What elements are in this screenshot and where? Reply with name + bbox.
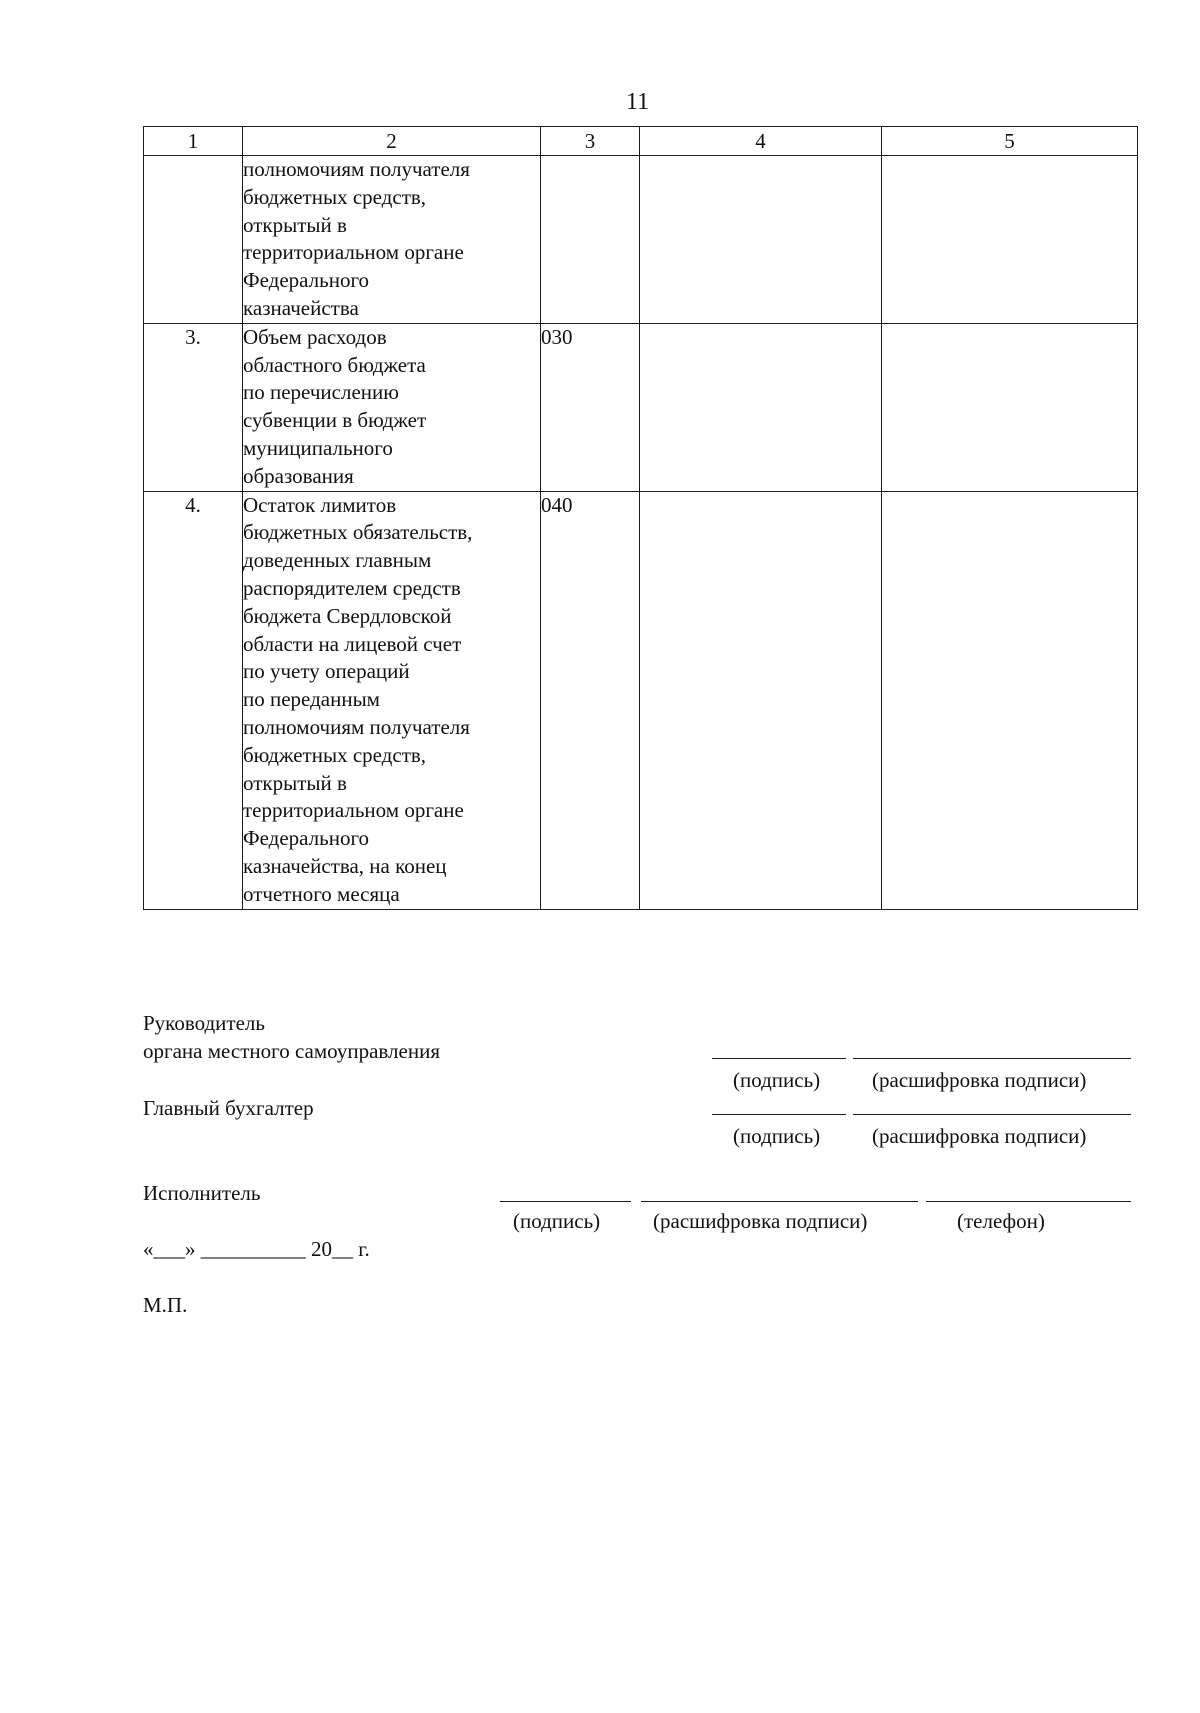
row-indicator-name: полномочиям получателя бюджетных средств, открытый в территориальном органе Федерального казначейства bbox=[243, 156, 541, 324]
head-title-line1: Руководитель bbox=[143, 1011, 265, 1035]
executor-phone-caption: (телефон) bbox=[957, 1209, 1045, 1233]
executor-phone-line bbox=[926, 1201, 1131, 1202]
row-code bbox=[541, 156, 640, 324]
column-header: 5 bbox=[882, 127, 1138, 156]
executor-signature-caption: (подпись) bbox=[513, 1209, 601, 1233]
head-signature-line bbox=[712, 1058, 846, 1059]
row-indicator-name: Остаток лимитов бюджетных обязательств, доведенных главным распорядителем средств бюджета Свердловской области на лицевой счет по учету операций по переданным полномочиям получателя бюджетных средств, открытый в территориальном органе Федерального казначейства, на конец отчетного месяца bbox=[243, 491, 541, 909]
row-number: 4. bbox=[144, 491, 243, 909]
row-number bbox=[144, 156, 243, 324]
stamp-place: М.П. bbox=[143, 1293, 188, 1317]
column-header: 1 bbox=[144, 127, 243, 156]
chief-accountant-label: Главный бухгалтер bbox=[143, 1096, 314, 1120]
row-value-col4 bbox=[640, 491, 882, 909]
row-value-col5 bbox=[882, 491, 1138, 909]
row-code: 040 bbox=[541, 491, 640, 909]
head-decoding-line bbox=[853, 1058, 1131, 1059]
row-value-col4 bbox=[640, 323, 882, 491]
row-number: 3. bbox=[144, 323, 243, 491]
report-table bbox=[143, 126, 1138, 910]
table-header-row bbox=[144, 127, 1138, 156]
column-header: 4 bbox=[640, 127, 882, 156]
row-code: 030 bbox=[541, 323, 640, 491]
executor-decoding-caption: (расшифровка подписи) bbox=[653, 1209, 868, 1233]
table-row bbox=[144, 323, 1138, 491]
column-header: 2 bbox=[243, 127, 541, 156]
row-value-col4 bbox=[640, 156, 882, 324]
executor-signature-line bbox=[500, 1201, 631, 1202]
accountant-decoding-line bbox=[853, 1114, 1131, 1115]
accountant-signature-caption: (подпись) bbox=[733, 1124, 821, 1148]
table-row bbox=[144, 156, 1138, 324]
row-indicator-name: Объем расходов областного бюджета по перечислению субвенции в бюджет муниципального образования bbox=[243, 323, 541, 491]
accountant-signature-line bbox=[712, 1114, 846, 1115]
accountant-decoding-caption: (расшифровка подписи) bbox=[872, 1124, 1087, 1148]
head-signature-caption: (подпись) bbox=[733, 1068, 821, 1092]
head-decoding-caption: (расшифровка подписи) bbox=[872, 1068, 1087, 1092]
executor-decoding-line bbox=[641, 1201, 918, 1202]
executor-label: Исполнитель bbox=[143, 1181, 261, 1205]
row-value-col5 bbox=[882, 323, 1138, 491]
row-value-col5 bbox=[882, 156, 1138, 324]
head-title-line2: органа местного самоуправления bbox=[143, 1039, 440, 1063]
page-number: 11 bbox=[626, 89, 650, 115]
column-header: 3 bbox=[541, 127, 640, 156]
table-row bbox=[144, 491, 1138, 909]
date-line: «___» __________ 20__ г. bbox=[143, 1237, 370, 1261]
